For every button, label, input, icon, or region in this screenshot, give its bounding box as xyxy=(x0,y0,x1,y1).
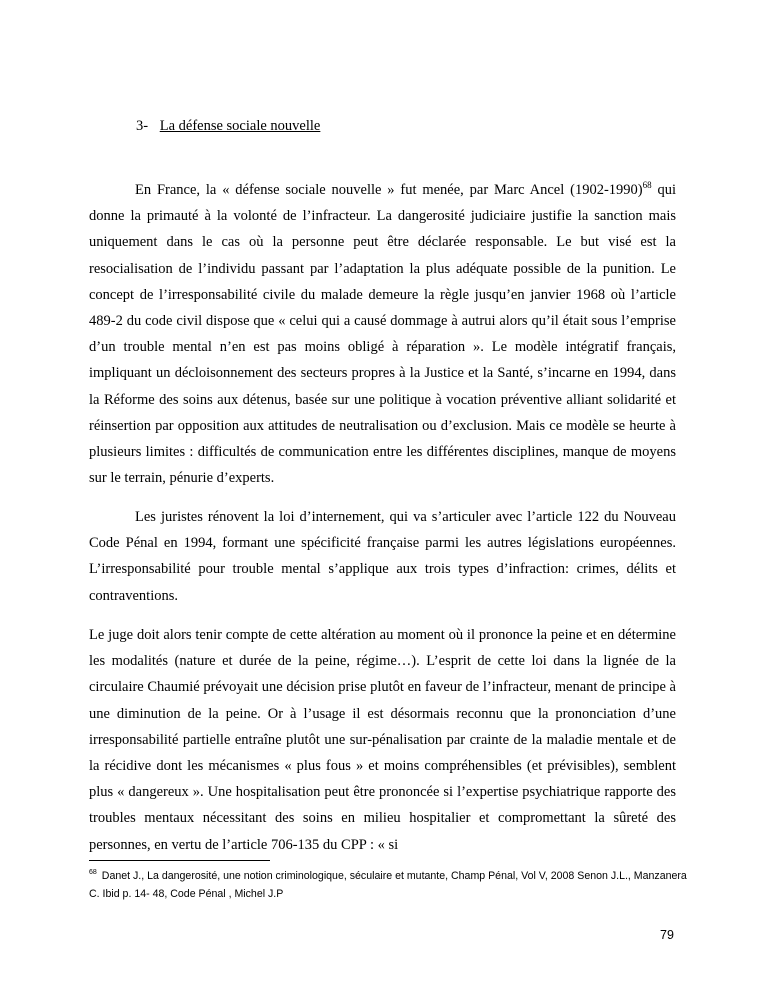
footnote-ref-68[interactable]: 68 xyxy=(642,180,652,191)
footnote xyxy=(89,867,689,903)
section-title: La défense sociale nouvelle xyxy=(159,118,321,134)
footnote-text: Danet J., La dangerosité, une notion criminologique, séculaire et mutante, Champ Pénal, Vol V, 2008 Senon J.L., Manzanera C. Ibid p. 14- 48, Code Pénal , Michel J.P xyxy=(89,870,687,900)
section-number: 3- xyxy=(136,118,149,134)
footnote-separator xyxy=(89,860,270,861)
paragraph-1-text-b: qui donne la primauté à la volonté de l’infracteur. La dangerosité judiciaire justifie la sanction mais uniquement dans le cas où la personne peut être déclarée responsable. Le but visé est la resocialisation de l’individu passant par l’adaptation la plus adéquate possible de la punition. Le concept de l’irresponsabilité civile du malade demeure la règle jusqu’en janvier 1968 où l’article 489-2 du code civil dispose que « celui qui a causé dommage à autrui alors qu’il était sous l’emprise d’un trouble mental n’en est pas moins obligé à réparation ». Le modèle intégratif français, impliquant un décloisonnement des secteurs propres à la Justice et la Santé, s’incarne en 1994, dans la Réforme des soins aux détenus, basée sur une politique à vocation préventive alliant solidarité et réinsertion par opposition aux attitudes de neutralisation ou d’exclusion. Mais ce modèle se heurte à plusieurs limites : difficultés de communication entre les différentes disciplines, manque de moyens sur le terrain, pénurie d’experts. xyxy=(89,182,676,487)
paragraph-1 xyxy=(89,177,676,491)
paragraph-3: Le juge doit alors tenir compte de cette altération au moment où il prononce la peine et en détermine les modalités (nature et durée de la peine, régime…). L’esprit de cette loi dans la lignée de la circulaire Chaumié prévoyait une décision prise plutôt en faveur de l’infracteur, menant de principe à une diminution de la peine. Or à l’usage il est désormais reconnu que la prononciation d’une irresponsabilité partielle entraîne plutôt une sur-pénalisation par crainte de la maladie mentale et de la récidive dont les mécanismes « plus fous » et moins compréhensibles (et prévisibles), semblent plus « dangereux ». Une hospitalisation peut être prononcée si l’expertise psychiatrique rapporte des troubles mentaux nécessitant des soins en milieu hospitalier et compromettant la sûreté des personnes, en vertu de l’article 706-135 du CPP : « si xyxy=(89,627,676,853)
section-heading xyxy=(136,116,320,136)
paragraph-2: Les juristes rénovent la loi d’internement, qui va s’articuler avec l’article 122 du Nouveau Code Pénal en 1994, formant une spécificité française parmi les autres législations européennes. L’irresponsabilité pour trouble mental s’applique aux trois types d’infraction: crimes, délits et contraventions. xyxy=(89,509,676,604)
footnote-number: 68 xyxy=(89,869,97,877)
paragraph-1-text-a: En France, la « défense sociale nouvelle » fut menée, par Marc Ancel (1902-1990) xyxy=(135,182,643,198)
page-number: 79 xyxy=(660,928,674,942)
